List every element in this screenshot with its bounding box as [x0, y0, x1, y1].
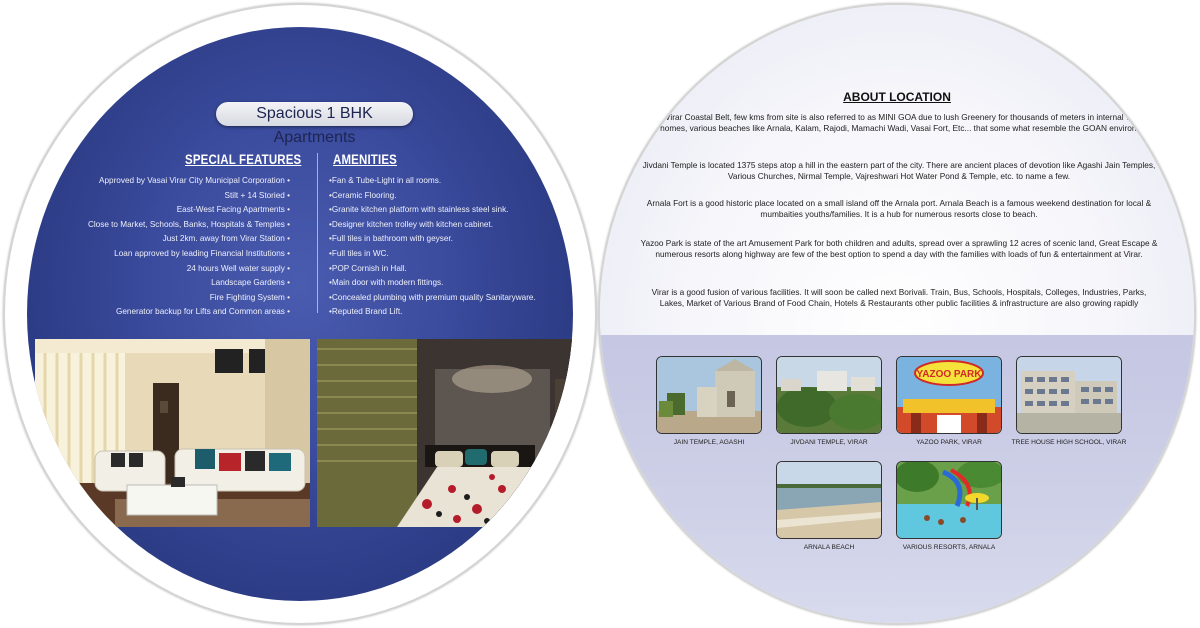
caption-tree-house-school: TREE HOUSE HIGH SCHOOL, VIRAR [1011, 439, 1127, 446]
feature-item: East-West Facing Apartments • [88, 203, 290, 218]
right-brochure-panel [598, 3, 1196, 625]
feature-item: 24 hours Well water supply • [88, 262, 290, 277]
amenity-item: • POP Cornish in Hall. [329, 262, 536, 277]
amenity-item: • Full tiles in bathroom with geyser. [329, 232, 536, 247]
amenity-item: • Fan & Tube-Light in all rooms. [329, 174, 536, 189]
yazoo-sign-text: YAZOO PARK [916, 369, 982, 380]
tree-house-school-photo [1016, 356, 1122, 434]
feature-item: Landscape Gardens • [88, 276, 290, 291]
amenity-item: • Granite kitchen platform with stainless steel sink. [329, 203, 536, 218]
jivdani-temple-photo [776, 356, 882, 434]
feature-item: Stilt + 14 Storied • [88, 189, 290, 204]
amenity-item: • Main door with modern fittings. [329, 276, 536, 291]
feature-item: Close to Market, Schools, Banks, Hospitals & Temples • [88, 218, 290, 233]
special-features-list [88, 174, 290, 320]
feature-item: Approved by Vasai Virar City Municipal Corporation • [88, 174, 290, 189]
amenities-list [329, 174, 536, 320]
special-features-heading: SPECIAL FEATURES [185, 151, 302, 167]
feature-item: Just 2km. away from Virar Station • [88, 232, 290, 247]
feature-item: Generator backup for Lifts and Common areas • [88, 305, 290, 320]
left-panel-background [27, 27, 573, 601]
caption-yazoo-park: YAZOO PARK, VIRAR [916, 439, 982, 446]
living-room-photo [35, 339, 310, 527]
yazoo-park-photo [896, 356, 1002, 434]
location-paragraph-arnala-fort: Arnala Fort is a good historic place located on a small island off the Arnala port. Arnala Beach is a famous weekend destination for local & mumbaities youths/families. It is a hub for numerous resorts close to beach. [646, 198, 1152, 220]
jain-temple-photo [656, 356, 762, 434]
about-location-title: ABOUT LOCATION [843, 90, 951, 104]
amenity-item: • Concealed plumbing with premium quality Sanitaryware. [329, 291, 536, 306]
location-paragraph-yazoo-park: Yazoo Park is state of the art Amusement Park for both children and adults, spread over a sprawling 12 acres of scenic land, Great Escape & numerous resorts along highway are few of the best option to spend a day with the families with loads of fun & entertainment at Virar. [640, 238, 1158, 260]
feature-item: Loan approved by leading Financial Institutions • [88, 247, 290, 262]
feature-item: Fire Fighting System • [88, 291, 290, 306]
amenity-item: • Reputed Brand Lift. [329, 305, 536, 320]
arnala-beach-photo [776, 461, 882, 539]
caption-jivdani-temple: JIVDANI TEMPLE, VIRAR [790, 439, 868, 446]
apartment-title: Spacious 1 BHK Apartments [216, 102, 413, 126]
caption-jain-temple: JAIN TEMPLE, AGASHI [673, 439, 745, 446]
amenity-item: • Ceramic Flooring. [329, 189, 536, 204]
resorts-arnala-photo [896, 461, 1002, 539]
bedroom-photo [317, 339, 573, 527]
location-paragraph-virar-facilities: Virar is a good fusion of various facilities. It will soon be called next Borivali. Train, Bus, Schools, Hospitals, Colleges, Industries, Parks, Lakes, Market of Various Brand of Food Chain, Hotels & Restaurants other public facilities & infrastructure are also growing rapidly [651, 287, 1147, 309]
left-brochure-panel [3, 3, 597, 625]
amenity-item: • Full tiles in WC. [329, 247, 536, 262]
location-paragraph-coastal-belt: Vasai-Virar Coastal Belt, few kms from site is also referred to as MINI GOA due to lush Greenery for thousands of meters in internal villages, local homes, various beaches like Arnala, Kalam, Rajodi, Mamachi Wadi, Vasai Fort, Etc... that some what resemble the GOAN environment. [640, 112, 1158, 134]
amenities-heading: AMENITIES [333, 151, 397, 167]
caption-arnala-beach: ARNALA BEACH [803, 544, 855, 551]
amenity-item: • Designer kitchen trolley with kitchen cabinet. [329, 218, 536, 233]
location-paragraph-jivdani-temple: Jivdani Temple is located 1375 steps atop a hill in the eastern part of the city. There are ancient places of devotion like Agashi Jain Temples, Various Churches, Nirmal Temple, Vajreshwari Hot Water Pond & Temple, etc. to name a few. [642, 160, 1156, 182]
caption-various-resorts: VARIOUS RESORTS, ARNALA [902, 544, 996, 551]
column-divider [317, 153, 318, 313]
